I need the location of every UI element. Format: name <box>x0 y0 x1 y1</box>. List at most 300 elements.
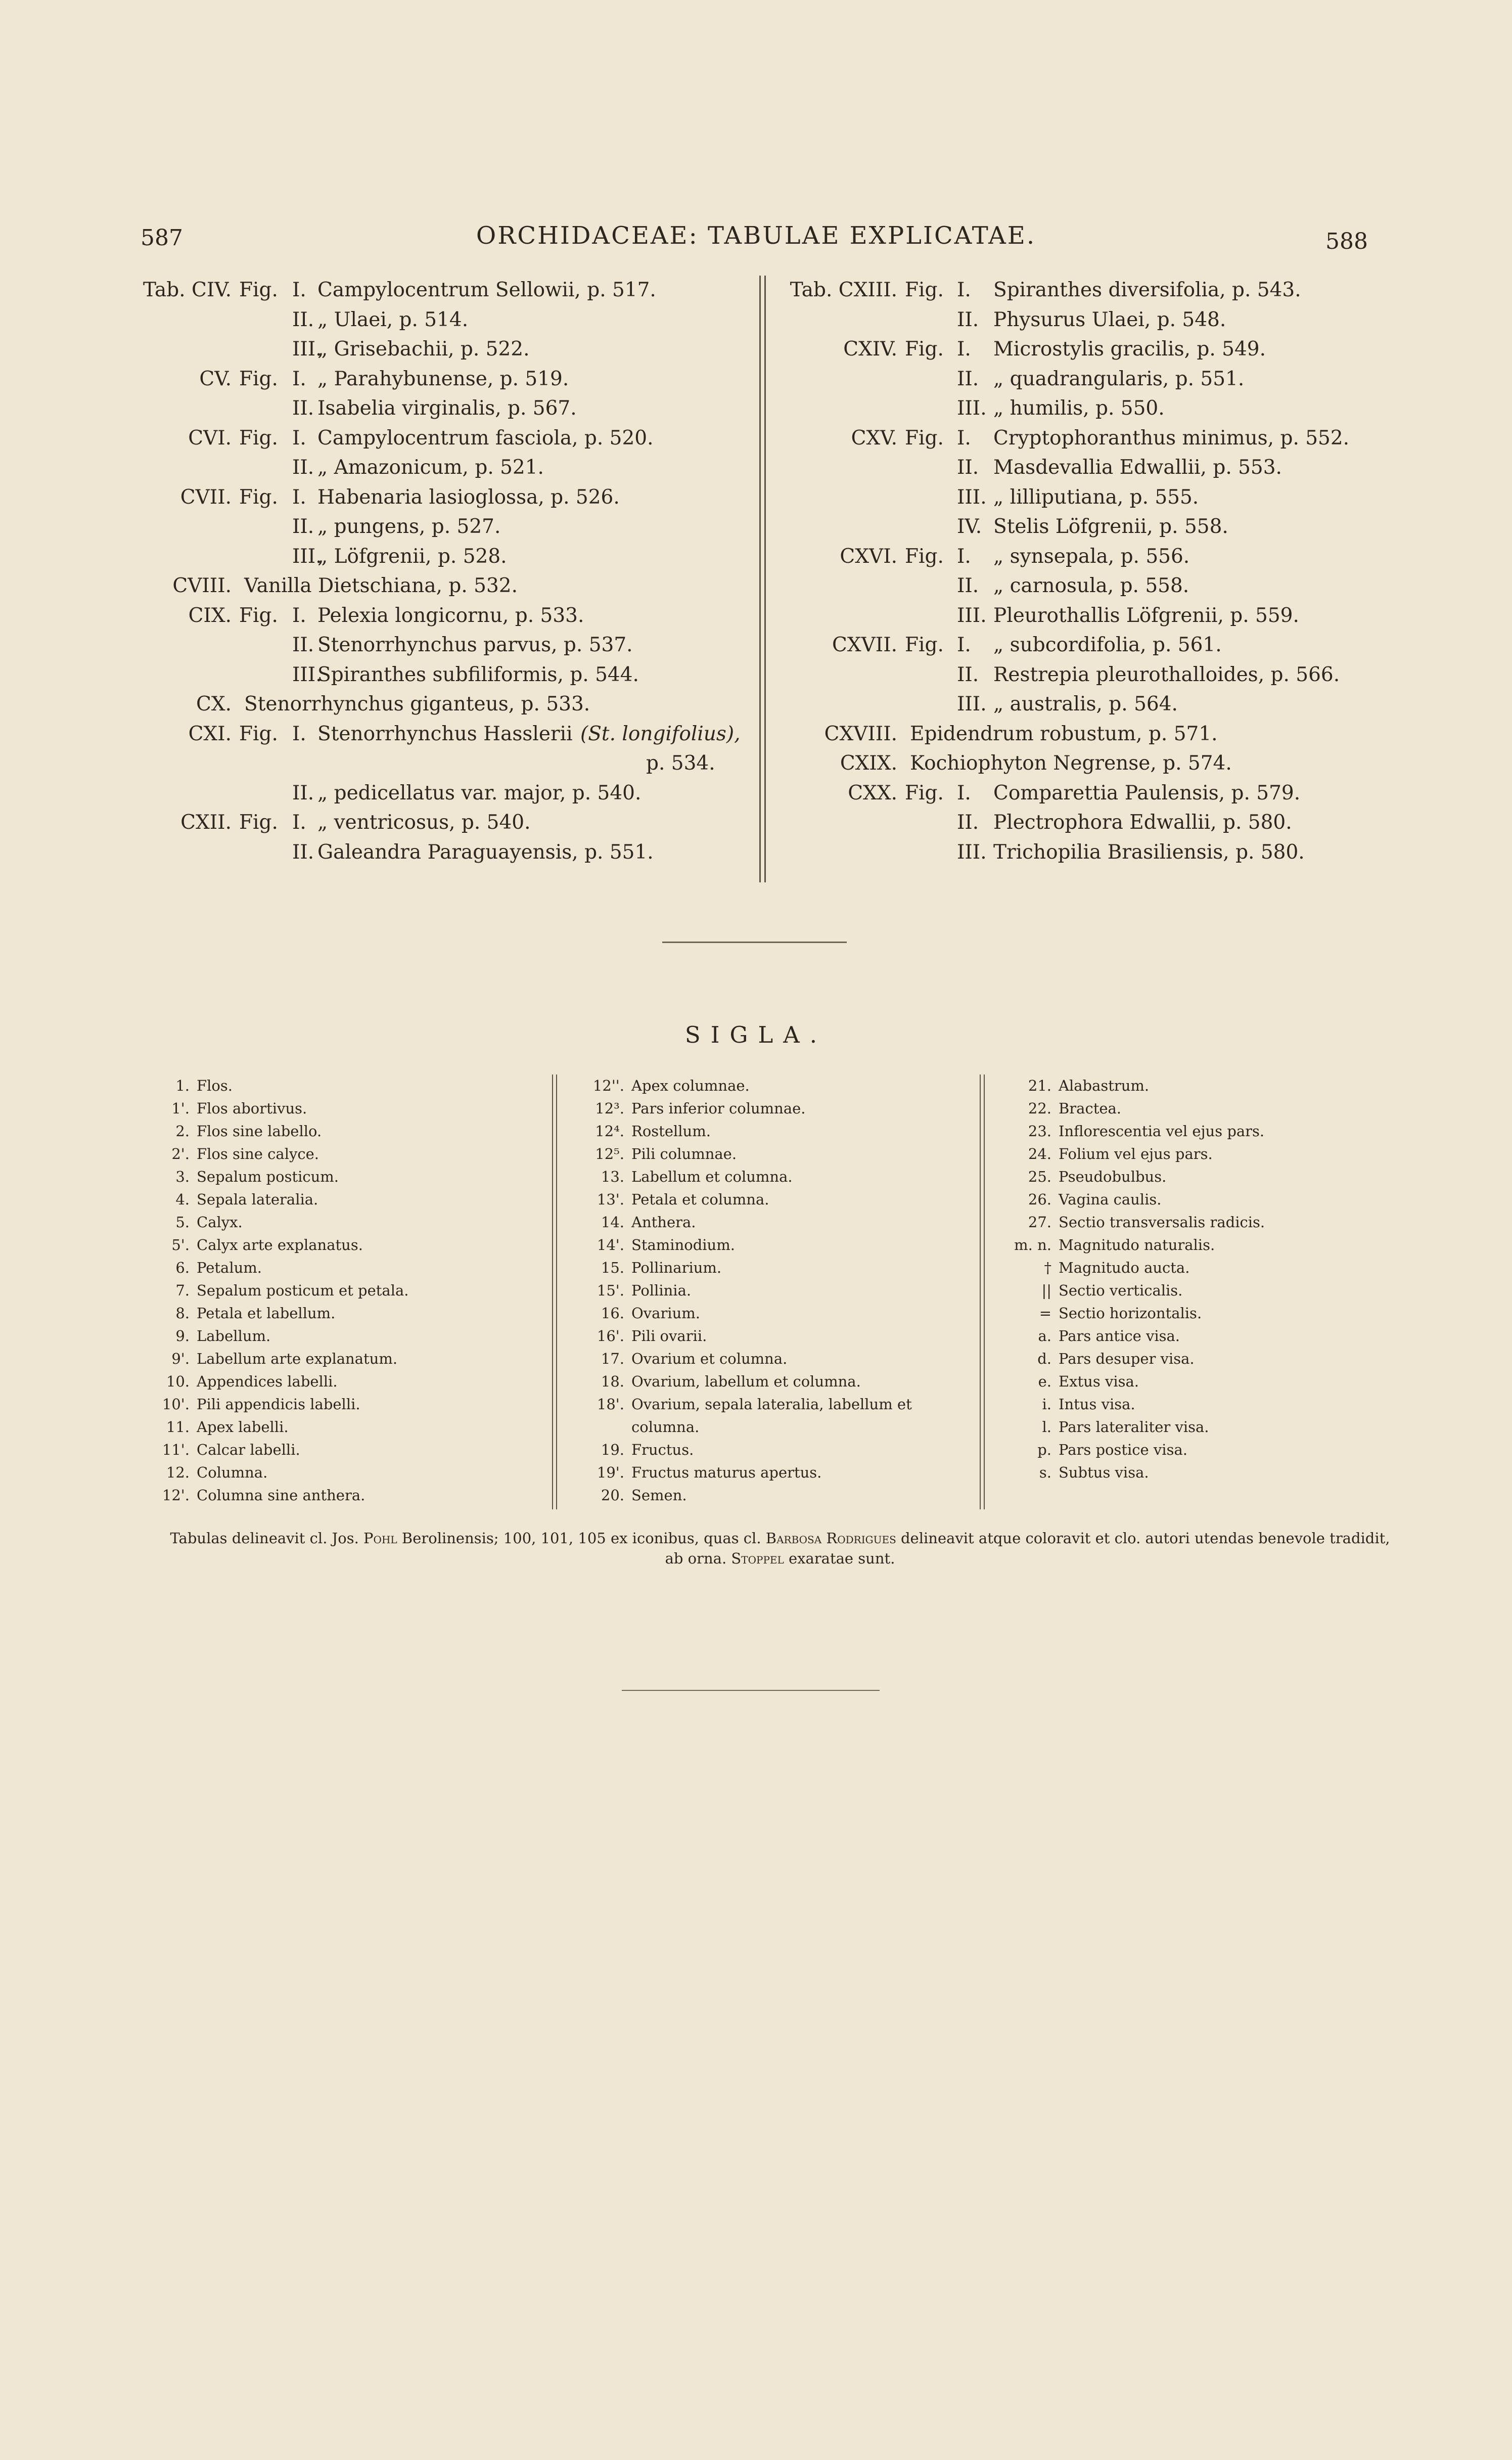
plate-number: CX. <box>196 693 232 715</box>
section-divider <box>662 942 847 943</box>
sigla-row <box>576 1257 981 1279</box>
plate-number: Tab. CXIII. <box>790 279 897 301</box>
sigla-symbol: s. <box>1039 1464 1051 1481</box>
sigla-symbol: 16. <box>601 1305 624 1322</box>
plate-description: Stenorrhynchus giganteus, p. 533. <box>244 693 590 715</box>
plate-description: Comparettia Paulensis, p. 579. <box>993 781 1301 804</box>
plate-line <box>141 512 752 542</box>
sigla-row <box>576 1461 981 1484</box>
sigla-description: Bractea. <box>1059 1100 1122 1117</box>
fig-label: Fig. <box>905 781 944 804</box>
sigla-symbol: 16'. <box>597 1327 624 1345</box>
sigla-row <box>1006 1097 1370 1120</box>
plate-description: Masdevallia Edwallii, p. 553. <box>993 456 1282 479</box>
plate-description: Campylocentrum fasciola, p. 520. <box>317 426 654 450</box>
sigla-symbol: 11'. <box>162 1441 190 1458</box>
page-number-left: 587 <box>141 225 183 251</box>
footnote-name: Barbosa Rodrigues <box>765 1530 896 1547</box>
sigla-description: Petala et columna. <box>631 1191 769 1208</box>
sigla-row <box>576 1348 981 1370</box>
plate-line <box>141 276 752 305</box>
fig-label: Fig. <box>905 634 944 656</box>
plate-line <box>141 571 752 601</box>
plate-line <box>781 365 1337 394</box>
sigla-description: Pars lateraliter visa. <box>1059 1418 1209 1436</box>
plate-line <box>141 631 752 660</box>
sigla-description: Pollinia. <box>631 1282 692 1299</box>
sigla-symbol: || <box>1041 1282 1051 1299</box>
sigla-symbol: 27. <box>1028 1214 1051 1231</box>
sigla-row <box>154 1416 538 1439</box>
sigla-row <box>576 1439 981 1461</box>
sigla-symbol: 10'. <box>162 1396 190 1413</box>
figure-number: I. <box>292 367 306 390</box>
figure-number: III. <box>292 545 322 568</box>
plate-description: „ lilliputiana, p. 555. <box>993 485 1199 509</box>
sigla-row <box>1006 1257 1370 1279</box>
sigla-description: Labellum et columna. <box>631 1168 793 1185</box>
plate-synonym: (St. longifolius), <box>580 722 741 745</box>
fig-label: Fig. <box>239 722 278 745</box>
sigla-description: Magnitudo aucta. <box>1059 1259 1190 1276</box>
sigla-column-1 <box>154 1075 538 1507</box>
sigla-row <box>154 1393 538 1416</box>
sigla-description: Apex columnae. <box>631 1077 750 1094</box>
fig-label: Fig. <box>905 545 944 568</box>
plate-number: CXV. <box>851 426 897 450</box>
plate-description: „ australis, p. 564. <box>993 693 1178 715</box>
sigla-symbol: 12⁴. <box>595 1123 624 1140</box>
footnote-text: Tabulas delineavit cl. Jos. <box>170 1530 359 1547</box>
sigla-row <box>576 1325 981 1348</box>
sigla-description: Petalum. <box>197 1259 262 1276</box>
sigla-row <box>154 1348 538 1370</box>
sigla-symbol: 10. <box>166 1373 190 1390</box>
sigla-row <box>1006 1439 1370 1461</box>
sigla-divider <box>552 1075 553 1509</box>
figure-number: III. <box>957 397 987 420</box>
plate-description: „ Amazonicum, p. 521. <box>317 456 544 479</box>
sigla-row <box>154 1370 538 1393</box>
plate-line <box>141 720 752 749</box>
sigla-row <box>576 1188 981 1211</box>
sigla-symbol: 5. <box>175 1214 190 1231</box>
sigla-row <box>154 1325 538 1348</box>
plate-number: CXVII. <box>832 634 897 656</box>
sigla-row <box>154 1484 538 1507</box>
plate-description: Cryptophoranthus minimus, p. 552. <box>993 426 1350 450</box>
sigla-symbol: 24. <box>1028 1145 1051 1162</box>
plate-line <box>141 424 752 454</box>
plate-line <box>141 808 752 838</box>
sigla-row <box>154 1211 538 1234</box>
sigla-symbol: 12⁵. <box>595 1145 624 1162</box>
sigla-row <box>576 1097 981 1120</box>
plate-description: „ Löfgrenii, p. 528. <box>317 545 507 568</box>
sigla-description: Labellum. <box>197 1327 271 1345</box>
sigla-description: Magnitudo naturalis. <box>1059 1236 1215 1254</box>
plate-number: CXII. <box>180 811 232 834</box>
plate-description: „ carnosula, p. 558. <box>993 574 1189 597</box>
plate-line <box>781 779 1337 809</box>
sigla-row <box>1006 1279 1370 1302</box>
plate-line <box>781 601 1337 631</box>
sigla-row <box>154 1166 538 1188</box>
sigla-symbol: 7. <box>175 1282 190 1299</box>
plate-description: Kochiophyton Negrense, p. 574. <box>910 752 1232 775</box>
sigla-row <box>1006 1325 1370 1348</box>
figure-number: II. <box>292 781 314 804</box>
sigla-description: Intus visa. <box>1059 1396 1135 1413</box>
sigla-description: Sectio verticalis. <box>1059 1282 1183 1299</box>
sigla-description: Rostellum. <box>631 1123 711 1140</box>
fig-label: Fig. <box>905 338 944 361</box>
plate-number: CXVIII. <box>824 722 897 745</box>
sigla-description: Pili appendicis labelli. <box>197 1396 360 1413</box>
figure-number: III. <box>957 604 987 627</box>
sigla-symbol: 1. <box>175 1077 190 1094</box>
sigla-row <box>576 1370 981 1393</box>
plate-description: Stelis Löfgrenii, p. 558. <box>993 515 1228 538</box>
plate-description: „ Parahybunense, p. 519. <box>317 367 569 390</box>
sigla-row <box>1006 1120 1370 1143</box>
footnote-name: Stoppel <box>731 1550 784 1567</box>
sigla-symbol: 22. <box>1028 1100 1051 1117</box>
sigla-row <box>154 1143 538 1166</box>
sigla-description: Pars postice visa. <box>1059 1441 1187 1458</box>
plate-description: Trichopilia Brasiliensis, p. 580. <box>993 840 1305 864</box>
sigla-description: Flos abortivus. <box>197 1100 307 1117</box>
sigla-description: Columna sine anthera. <box>197 1487 365 1504</box>
plate-description: „ pedicellatus var. major, p. 540. <box>317 781 642 804</box>
sigla-row <box>1006 1143 1370 1166</box>
figure-number: III. <box>957 840 987 864</box>
plate-number: CXVI. <box>840 545 897 568</box>
sigla-description: Anthera. <box>631 1214 696 1231</box>
sigla-symbol: d. <box>1037 1350 1051 1367</box>
footnote-text: Berolinensis; 100, 101, 105 ex iconibus, quas cl. <box>401 1530 761 1547</box>
footnote-name: Pohl <box>363 1530 397 1547</box>
sigla-symbol: i. <box>1042 1396 1051 1413</box>
sigla-description: Extus visa. <box>1059 1373 1139 1390</box>
sigla-description: Folium vel ejus pars. <box>1059 1145 1213 1162</box>
plate-line <box>781 424 1350 454</box>
plate-description: Microstylis gracilis, p. 549. <box>993 338 1266 361</box>
plate-line <box>781 808 1337 838</box>
plate-description: p. 534. <box>646 752 715 775</box>
plate-number: CXIX. <box>840 752 897 775</box>
figure-number: II. <box>292 456 314 479</box>
sigla-description: Ovarium et columna. <box>631 1350 788 1367</box>
sigla-description: Flos sine labello. <box>197 1123 322 1140</box>
sigla-description: Inflorescentia vel ejus pars. <box>1059 1123 1265 1140</box>
figure-number: II. <box>292 515 314 538</box>
plate-description: „ synsepala, p. 556. <box>993 545 1190 568</box>
sigla-description: Sepala lateralia. <box>197 1191 318 1208</box>
plate-line <box>781 542 1337 572</box>
plate-line <box>781 660 1340 690</box>
plate-line <box>781 690 1337 720</box>
sigla-row <box>576 1120 981 1143</box>
sigla-symbol: 19. <box>601 1441 624 1458</box>
plate-line <box>141 453 752 483</box>
fig-label: Fig. <box>905 426 944 450</box>
sigla-row <box>576 1075 981 1097</box>
sigla-row <box>1006 1370 1370 1393</box>
sigla-row <box>576 1279 981 1302</box>
figure-number: I. <box>292 426 306 450</box>
plate-number: CXX. <box>848 781 897 804</box>
sigla-description: Sectio horizontalis. <box>1059 1305 1202 1322</box>
sigla-symbol: 26. <box>1028 1191 1051 1208</box>
plate-number: CXIV. <box>843 338 897 361</box>
sigla-row <box>1006 1211 1370 1234</box>
sigla-symbol: 6. <box>175 1259 190 1276</box>
plate-description: Vanilla Dietschiana, p. 532. <box>244 574 518 597</box>
sigla-description: Alabastrum. <box>1059 1077 1150 1094</box>
plate-description: „ pungens, p. 527. <box>317 515 501 538</box>
plate-description: Galeandra Paraguayensis, p. 551. <box>317 840 654 864</box>
sigla-symbol: 12. <box>166 1464 190 1481</box>
sigla-row <box>154 1257 538 1279</box>
sigla-description: Fructus. <box>631 1441 694 1458</box>
sigla-symbol: 20. <box>601 1487 624 1504</box>
sigla-divider <box>556 1075 557 1509</box>
page-title: ORCHIDACEAE: TABULAE EXPLICATAE. <box>476 221 1036 250</box>
fig-label: Fig. <box>239 604 278 627</box>
figure-number: I. <box>292 811 306 834</box>
plate-number: Tab. CIV. <box>143 279 232 301</box>
plate-line <box>141 394 752 424</box>
plate-line <box>781 631 1337 660</box>
sigla-row <box>576 1211 981 1234</box>
figure-number: II. <box>292 634 314 656</box>
plate-description: Isabelia virginalis, p. 567. <box>317 397 577 420</box>
figure-number: I. <box>957 634 971 656</box>
sigla-description: Sectio transversalis radicis. <box>1059 1214 1265 1231</box>
sigla-description: Fructus maturus apertus. <box>631 1464 822 1481</box>
sigla-description: Ovarium. <box>631 1305 700 1322</box>
sigla-symbol: 3. <box>175 1168 190 1185</box>
figure-number: II. <box>292 397 314 420</box>
plate-line <box>141 365 752 394</box>
plate-line <box>141 660 752 690</box>
sigla-description: Vagina caulis. <box>1059 1191 1162 1208</box>
plate-description: Pleurothallis Löfgrenii, p. 559. <box>993 604 1299 627</box>
plate-line <box>781 394 1337 424</box>
plate-line <box>141 749 752 779</box>
sigla-row <box>1006 1188 1370 1211</box>
sigla-symbol: p. <box>1037 1441 1051 1458</box>
sigla-description: Pars desuper visa. <box>1059 1350 1195 1367</box>
fig-label: Fig. <box>905 279 944 301</box>
sigla-row <box>154 1120 538 1143</box>
sigla-symbol: 8. <box>175 1305 190 1322</box>
sigla-symbol: 14'. <box>597 1236 624 1254</box>
sigla-row <box>1006 1348 1370 1370</box>
figure-number: II. <box>957 308 979 331</box>
plate-description: Restrepia pleurothalloides, p. 566. <box>993 663 1340 686</box>
sigla-description: Appendices labelli. <box>197 1373 338 1390</box>
figure-number: III. <box>292 663 322 686</box>
sigla-symbol: 13'. <box>597 1191 624 1208</box>
sigla-row <box>576 1234 981 1257</box>
sigla-symbol: 18. <box>601 1373 624 1390</box>
sigla-symbol: l. <box>1042 1418 1051 1436</box>
plate-description: Stenorrhynchus parvus, p. 537. <box>317 634 633 656</box>
sigla-row <box>1006 1166 1370 1188</box>
fig-label: Fig. <box>239 367 278 390</box>
sigla-symbol: 15. <box>601 1259 624 1276</box>
sigla-heading: SIGLA. <box>684 1021 828 1048</box>
sigla-row <box>1006 1416 1370 1439</box>
sigla-description: Columna. <box>197 1464 268 1481</box>
sigla-symbol: 18'. <box>597 1396 624 1413</box>
figure-number: III. <box>957 693 987 715</box>
plate-description: Pelexia longicornu, p. 533. <box>317 604 584 627</box>
figure-number: II. <box>957 663 979 686</box>
figure-number: I. <box>292 722 306 745</box>
sigla-symbol: 17. <box>601 1350 624 1367</box>
sigla-description: Petala et labellum. <box>197 1305 336 1322</box>
plate-number: CXI. <box>188 722 232 745</box>
plate-line <box>781 720 1337 749</box>
sigla-symbol: 12''. <box>592 1077 624 1094</box>
plate-description: „ quadrangularis, p. 551. <box>993 367 1245 390</box>
sigla-divider <box>980 1075 981 1509</box>
sigla-row <box>576 1166 981 1188</box>
plate-line <box>141 838 752 868</box>
sigla-description: Ovarium, sepala lateralia, labellum et columna. <box>631 1396 912 1436</box>
sigla-description: Flos. <box>197 1077 233 1094</box>
plate-description: Plectrophora Edwallii, p. 580. <box>993 811 1292 834</box>
figure-number: III. <box>957 485 987 509</box>
plate-line <box>141 542 752 572</box>
sigla-description: Pollinarium. <box>631 1259 722 1276</box>
plate-line <box>781 571 1337 601</box>
sigla-row <box>154 1075 538 1097</box>
sigla-description: Subtus visa. <box>1059 1464 1149 1481</box>
sigla-symbol: 19'. <box>597 1464 624 1481</box>
sigla-symbol: 9. <box>175 1327 190 1345</box>
plate-description: Physurus Ulaei, p. 548. <box>993 308 1226 331</box>
figure-number: II. <box>957 811 979 834</box>
sigla-row <box>154 1461 538 1484</box>
sigla-row <box>154 1279 538 1302</box>
sigla-symbol: 1'. <box>171 1100 190 1117</box>
sigla-symbol: a. <box>1038 1327 1051 1345</box>
figure-number: I. <box>957 338 971 361</box>
figure-number: II. <box>292 840 314 864</box>
sigla-symbol: 4. <box>175 1191 190 1208</box>
plate-number: CVI. <box>188 426 232 450</box>
sigla-row <box>154 1188 538 1211</box>
figure-number: I. <box>292 485 306 509</box>
sigla-symbol: e. <box>1038 1373 1051 1390</box>
sigla-description: Apex labelli. <box>197 1418 289 1436</box>
sigla-row <box>154 1097 538 1120</box>
sigla-description: Pars inferior columnae. <box>631 1100 806 1117</box>
sigla-row <box>1006 1393 1370 1416</box>
sigla-row <box>1006 1461 1370 1484</box>
figure-number: II. <box>292 308 314 331</box>
sigla-description: Sepalum posticum et petala. <box>197 1282 409 1299</box>
figure-number: I. <box>957 426 971 450</box>
sigla-symbol: 5'. <box>171 1236 190 1254</box>
sigla-symbol: 12³. <box>595 1100 624 1117</box>
fig-label: Fig. <box>239 485 278 509</box>
plate-description: Spiranthes diversifolia, p. 543. <box>993 279 1301 301</box>
plate-number: CIX. <box>188 604 232 627</box>
sigla-symbol: 23. <box>1028 1123 1051 1140</box>
sigla-row <box>154 1234 538 1257</box>
sigla-description: Sepalum posticum. <box>197 1168 339 1185</box>
sigla-row <box>1006 1075 1370 1097</box>
plates-list-right <box>781 276 1350 867</box>
plate-description: Habenaria lasioglossa, p. 526. <box>317 485 620 509</box>
sigla-row <box>154 1302 538 1325</box>
figure-number: I. <box>957 545 971 568</box>
sigla-symbol: m. n. <box>1014 1236 1051 1254</box>
sigla-description: Calcar labelli. <box>197 1441 300 1458</box>
sigla-symbol: 11. <box>166 1418 190 1436</box>
plate-description: Spiranthes subfiliformis, p. 544. <box>317 663 639 686</box>
plate-line <box>781 276 1337 305</box>
sigla-row <box>1006 1302 1370 1325</box>
sigla-symbol: 13. <box>601 1168 624 1185</box>
plate-line <box>141 601 752 631</box>
sigla-description: Semen. <box>631 1487 687 1504</box>
sigla-description: Calyx arte explanatus. <box>197 1236 363 1254</box>
plate-description: „ Ulaei, p. 514. <box>317 308 469 331</box>
sigla-row <box>576 1484 981 1507</box>
sigla-symbol: † <box>1044 1259 1051 1276</box>
plate-line <box>141 690 752 720</box>
plate-description: Stenorrhynchus Hasslerii <box>317 722 573 745</box>
figure-number: I. <box>957 279 971 301</box>
plate-line <box>141 305 752 335</box>
sigla-description: Calyx. <box>197 1214 243 1231</box>
sigla-symbol: 21. <box>1028 1077 1051 1094</box>
sigla-column-3 <box>1006 1075 1370 1484</box>
plates-list-left <box>141 276 752 867</box>
sigla-row <box>154 1439 538 1461</box>
sigla-description: Flos sine calyce. <box>197 1145 319 1162</box>
sigla-description: Pars antice visa. <box>1059 1327 1180 1345</box>
sigla-symbol: 12'. <box>162 1487 190 1504</box>
sigla-symbol: 2'. <box>171 1145 190 1162</box>
sigla-description: Pseudobulbus. <box>1059 1168 1167 1185</box>
sigla-divider <box>984 1075 985 1509</box>
fig-label: Fig. <box>239 426 278 450</box>
figure-number: III. <box>292 338 322 361</box>
figure-number: I. <box>292 604 306 627</box>
plate-line <box>781 749 1337 779</box>
plate-description: „ Grisebachii, p. 522. <box>317 338 530 361</box>
page-number-right: 588 <box>1325 229 1368 254</box>
plate-line <box>141 779 752 809</box>
figure-number: I. <box>292 279 306 301</box>
figure-number: I. <box>957 781 971 804</box>
sigla-symbol: 15'. <box>597 1282 624 1299</box>
plate-description: Campylocentrum Sellowii, p. 517. <box>317 279 656 301</box>
figure-number: II. <box>957 574 979 597</box>
sigla-row <box>576 1393 981 1439</box>
footnote <box>161 1528 1399 1569</box>
plate-description: „ ventricosus, p. 540. <box>317 811 531 834</box>
plate-line <box>141 335 752 365</box>
plate-number: CVII. <box>180 485 232 509</box>
